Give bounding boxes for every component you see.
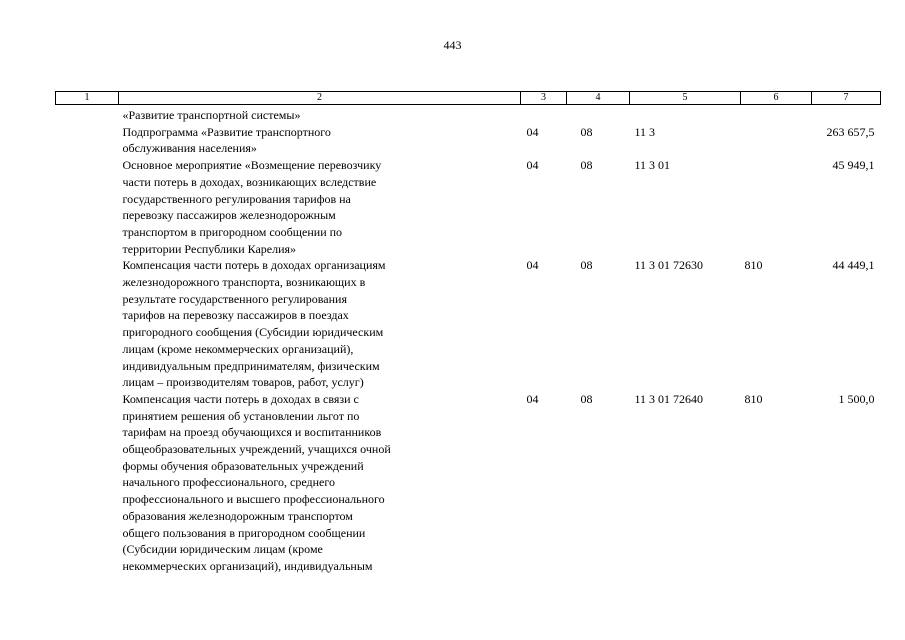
row-name-line: Подпрограмма «Развитие транспортного bbox=[122, 124, 331, 139]
row-expense-type-cell bbox=[741, 124, 812, 157]
row-article-cell: 11 3 01 72630 bbox=[634, 258, 704, 273]
row-expense-type-cell: 810 bbox=[744, 391, 763, 406]
row-name-line: обслуживания населения» bbox=[122, 141, 257, 156]
row-amount-cell: 45 949,1 bbox=[832, 158, 875, 173]
row-article-cell bbox=[630, 105, 741, 124]
page-number: 443 bbox=[443, 38, 462, 52]
header-col-3: 3 bbox=[521, 92, 567, 105]
table-row bbox=[56, 391, 881, 575]
row-name-line: транспортом в пригородном сообщении по bbox=[122, 224, 343, 239]
row-section-cell: 04 bbox=[526, 158, 539, 173]
row-name-line: профессионального и высшего профессионального bbox=[122, 492, 385, 507]
row-name-line: «Развитие транспортной системы» bbox=[122, 108, 301, 122]
table-body bbox=[56, 105, 881, 575]
row-name-line: государственного регулирования тарифов на bbox=[122, 191, 351, 206]
row-name-line: тарифов на перевозку пассажиров в поездах bbox=[122, 308, 349, 323]
row-name-cell bbox=[119, 124, 521, 157]
row-name-line: пригородного сообщения (Субсидии юридическим bbox=[122, 325, 384, 340]
row-name-line: результате государственного регулирования bbox=[122, 291, 347, 306]
row-name-line: (Субсидии юридическим лицам (кроме bbox=[122, 542, 323, 557]
row-subsection-cell: 08 bbox=[580, 258, 593, 273]
row-subsection-cell: 08 bbox=[580, 124, 593, 139]
row-amount-cell: 44 449,1 bbox=[832, 258, 875, 273]
header-col-4: 4 bbox=[567, 92, 630, 105]
row-name-line: общего пользования в пригородном сообщении bbox=[122, 525, 366, 540]
row-index-cell bbox=[56, 257, 119, 391]
row-subsection-cell: 08 bbox=[580, 391, 593, 406]
row-name-line: Основное мероприятие «Возмещение перевозчику bbox=[122, 158, 382, 173]
table-row bbox=[56, 124, 881, 157]
row-section-cell bbox=[521, 105, 567, 124]
row-index-cell bbox=[56, 391, 119, 575]
row-name-cell bbox=[119, 105, 521, 124]
row-name-cell bbox=[119, 157, 521, 257]
row-name-cell bbox=[119, 391, 521, 575]
header-col-6: 6 bbox=[741, 92, 812, 105]
row-name-line: перевозку пассажиров железнодорожным bbox=[122, 208, 336, 223]
row-name-line: общеобразовательных учреждений, учащихся очной bbox=[122, 442, 391, 457]
row-name-line: образования железнодорожным транспортом bbox=[122, 508, 353, 523]
row-name-line: формы обучения образовательных учреждений bbox=[122, 458, 364, 473]
row-name-line: лицам – производителям товаров, работ, услуг) bbox=[122, 375, 364, 390]
header-col-5: 5 bbox=[630, 92, 741, 105]
row-expense-type-cell: 810 bbox=[744, 258, 763, 273]
row-expense-type-cell bbox=[741, 157, 812, 257]
row-amount-cell bbox=[812, 105, 881, 124]
row-section-cell: 04 bbox=[526, 258, 539, 273]
row-name-line: некоммерческих организаций), индивидуальным bbox=[122, 558, 373, 573]
row-name-line: территории Республики Карелия» bbox=[122, 241, 297, 256]
row-subsection-cell bbox=[567, 105, 630, 124]
row-article-cell: 11 3 01 72640 bbox=[634, 391, 704, 406]
row-section-cell: 04 bbox=[526, 391, 539, 406]
row-name-line: начального профессионального, среднего bbox=[122, 475, 335, 490]
row-article-cell: 11 3 01 bbox=[634, 158, 671, 173]
row-name-cell bbox=[119, 257, 521, 391]
row-name-line: индивидуальным предпринимателям, физическим bbox=[122, 358, 380, 373]
row-section-cell: 04 bbox=[526, 124, 539, 139]
table-header-row bbox=[56, 92, 881, 105]
table-row bbox=[56, 257, 881, 391]
budget-table bbox=[55, 91, 881, 575]
row-index-cell bbox=[56, 157, 119, 257]
row-article-cell: 11 3 bbox=[634, 124, 656, 139]
row-name-line: принятием решения об установлении льгот по bbox=[122, 408, 360, 423]
row-name-line: части потерь в доходах, возникающих вследствие bbox=[122, 174, 377, 189]
table-row bbox=[56, 105, 881, 124]
row-name-line: Компенсация части потерь в доходах организациям bbox=[122, 258, 386, 273]
row-name-line: тарифам на проезд обучающихся и воспитанников bbox=[122, 425, 382, 440]
header-col-2: 2 bbox=[119, 92, 521, 105]
row-amount-cell: 263 657,5 bbox=[826, 124, 875, 139]
row-index-cell bbox=[56, 105, 119, 124]
row-amount-cell: 1 500,0 bbox=[838, 391, 875, 406]
row-name-line: железнодорожного транспорта, возникающих в bbox=[122, 275, 366, 290]
row-name-line: Компенсация части потерь в доходах в связи с bbox=[122, 391, 359, 406]
row-subsection-cell: 08 bbox=[580, 158, 593, 173]
table-row bbox=[56, 157, 881, 257]
header-col-7: 7 bbox=[812, 92, 881, 105]
row-name-line: лицам (кроме некоммерческих организаций), bbox=[122, 341, 354, 356]
row-index-cell bbox=[56, 124, 119, 157]
row-expense-type-cell bbox=[741, 105, 812, 124]
header-col-1: 1 bbox=[56, 92, 119, 105]
